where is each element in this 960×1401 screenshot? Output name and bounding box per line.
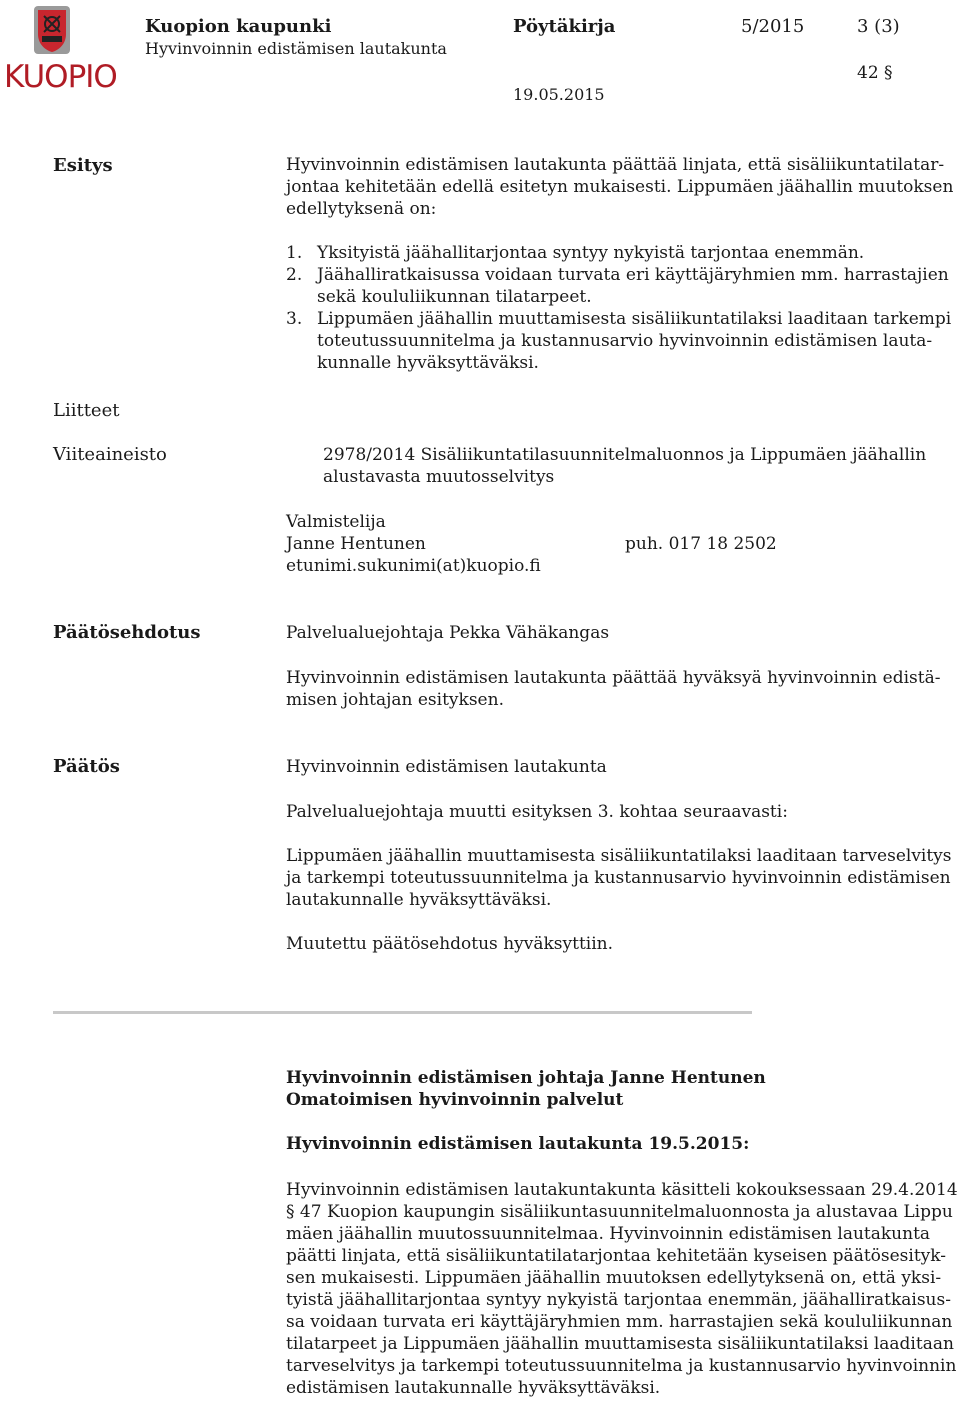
appendix-line2: Omatoimisen hyvinvoinnin palvelut (286, 1090, 624, 1110)
organization-name: Kuopion kaupunki (145, 16, 332, 37)
paatosehdotus-text: Hyvinvoinnin edistämisen lautakunta päättää hyväksyä hyvinvoinnin edistä-misen johtajan esityksen. (286, 668, 941, 710)
paatos-approved: Muutettu päätösehdotus hyväksyttiin. (286, 934, 614, 954)
valmistelija-phone: puh. 017 18 2502 (625, 534, 777, 554)
list-item: 3. Lippumäen jäähallin muuttamisesta sisäliikuntatilaksi laaditaan tarkempi toteutussuunnitelma ja kustannusarvio hyvinvoinnin edistämisen lauta-kunnalle hyväksyttäväksi. (286, 309, 952, 373)
esitys-intro: Hyvinvoinnin edistämisen lautakunta päättää linjata, että sisäliikuntatilatar-jontaa kehitetään edellä esitetyn mukaisesti. Lippumäen jäähallin muutoksen edellytyksenä on: (286, 155, 954, 219)
section-divider (53, 1011, 752, 1014)
label-liitteet: Liitteet (53, 400, 120, 421)
logo-wordmark: KUOPIO (4, 59, 117, 95)
paatos-changed: Palvelualuejohtaja muutti esityksen 3. kohtaa seuraavasti: (286, 802, 788, 822)
board-name: Hyvinvoinnin edistämisen lautakunta (145, 39, 447, 58)
viiteaineisto-text: 2978/2014 Sisäliikuntatilasuunnitelmaluonnos ja Lippumäen jäähallin alustavasta muutosselvitys (323, 445, 927, 487)
page-number: 3 (3) (857, 16, 900, 37)
appendix-line1: Hyvinvoinnin edistämisen johtaja Janne Hentunen (286, 1068, 766, 1088)
paatos-board: Hyvinvoinnin edistämisen lautakunta (286, 757, 607, 777)
label-esitys: Esitys (53, 155, 113, 176)
section-number: 42 § (857, 63, 893, 83)
document-type: Pöytäkirja (513, 16, 616, 37)
document-number: 5/2015 (741, 16, 805, 37)
meeting-date: 19.05.2015 (513, 85, 605, 104)
appendix-heading: Hyvinvoinnin edistämisen lautakunta 19.5.2015: (286, 1134, 750, 1154)
valmistelija-email: etunimi.sukunimi(at)kuopio.fi (286, 556, 541, 576)
coat-of-arms-icon (4, 4, 100, 62)
label-paatos: Päätös (53, 756, 120, 777)
list-item: 1. Yksityistä jäähallitarjontaa syntyy nykyistä tarjontaa enemmän. (286, 243, 865, 263)
label-viiteaineisto: Viiteaineisto (53, 444, 167, 465)
paatosehdotus-proposer: Palvelualuejohtaja Pekka Vähäkangas (286, 623, 610, 643)
paatos-amended: Lippumäen jäähallin muuttamisesta sisäliikuntatilaksi laaditaan tarveselvitys ja tarkempi toteutussuunnitelma ja kustannusarvio hyvinvoinnin edistämisen lautakunnalle hyväksyttäväksi. (286, 846, 952, 910)
list-item: 2. Jäähalliratkaisussa voidaan turvata eri käyttäjäryhmien mm. harrastajien sekä koululiikunnan tilatarpeet. (286, 265, 949, 307)
appendix-body: Hyvinvoinnin edistämisen lautakuntakunta käsitteli kokouksessaan 29.4.2014 § 47 Kuopion kaupungin sisäliikuntasuunnitelmaluonnosta ja alustavaa Lippu mäen jäähallin muutossuunnitelmaa. Hyvinvoinnin edistämisen lautakunta päätti linjata, että sisäliikuntatilatarjontaa kehitetään kyseisen päätösesityk-sen mukaisesti. Lippumäen jäähallin muutoksen edellytyksenä on, että yksi-tyistä jäähallitarjontaa syntyy nykyistä tarjontaa enemmän, jäähalliratkaisus-sa voidaan turvata eri käyttäjäryhmien mm. harrastajien sekä koululiikunnan tilatarpeet ja Lippumäen jäähallin muuttamisesta sisäliikuntatilaksi laaditaan tarveselvitys ja tarkempi toteutussuunnitelma ja kustannusarvio hyvinvoinnin edistämisen lautakunnalle hyväksyttäväksi. (286, 1180, 958, 1398)
valmistelija-name: Janne Hentunen (286, 534, 426, 554)
esitys-conditions-list (286, 242, 956, 374)
valmistelija-label: Valmistelija (286, 512, 386, 532)
label-paatosehdotus: Päätösehdotus (53, 622, 201, 643)
